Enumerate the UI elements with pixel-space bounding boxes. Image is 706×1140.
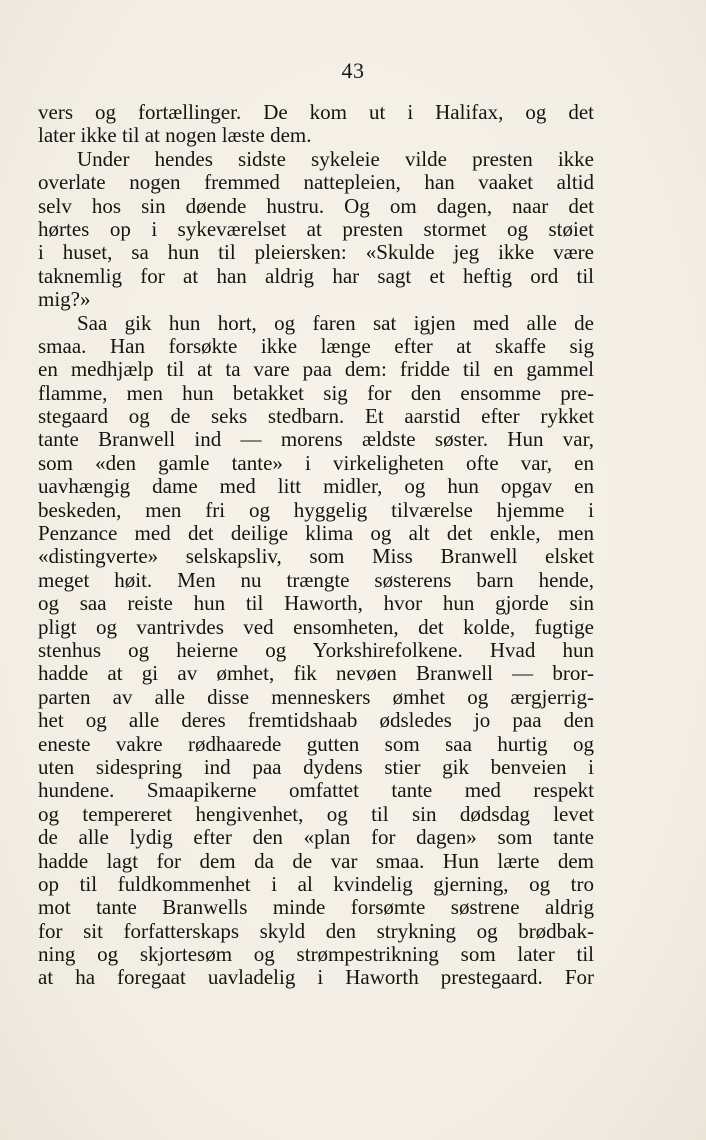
- text-line: tante Branwell ind — morens ældste søster. Hun var,: [38, 427, 594, 452]
- text-line: hørtes op i sykeværelset at presten stormet og støiet: [38, 216, 594, 241]
- text-line: eneste vakre rødhaarede gutten som saa hurtig og: [38, 731, 594, 756]
- text-line: pligt og vantrivdes ved ensomheten, det kolde, fugtige: [38, 614, 594, 639]
- text-line: hadde at gi av ømhet, fik nevøen Branwell — bror-: [38, 661, 594, 686]
- text-line: som «den gamle tante» i virkeligheten ofte var, en: [38, 450, 594, 475]
- text-line: uavhængig dame med litt midler, og hun opgav en: [38, 474, 594, 499]
- text-line: Saa gik hun hort, og faren sat igjen med alle de: [77, 310, 594, 335]
- text-line: parten av alle disse menneskers ømhet og ærgjerrig-: [38, 684, 594, 709]
- text-line: flamme, men hun betakket sig for den ensomme pre-: [38, 380, 594, 405]
- text-line: ning og skjortesøm og strømpestrikning som later til: [38, 942, 594, 967]
- text-line: hadde lagt for dem da de var smaa. Hun lærte dem: [38, 848, 594, 873]
- text-line: taknemlig for at han aldrig har sagt et heftig ord til: [38, 263, 594, 288]
- text-line: stenhus og heierne og Yorkshirefolkene. Hvad hun: [38, 637, 594, 662]
- body-text: [38, 101, 594, 990]
- text-line: for sit forfatterskaps skyld den strykning og brødbak-: [38, 918, 594, 943]
- text-line: het og alle deres fremtidshaab ødsledes jo paa den: [38, 708, 594, 733]
- text-line: vers og fortællinger. De kom ut i Halifax, og det: [38, 100, 594, 124]
- text-line: at ha foregaat uavladelig i Haworth prestegaard. For: [38, 965, 594, 990]
- text-line: overlate nogen fremmed nattepleien, han vaaket altid: [38, 170, 594, 195]
- text-line: mig?»: [38, 287, 91, 312]
- text-line: og tempereret hengivenhet, og til sin dødsdag levet: [38, 801, 594, 826]
- text-line: de alle lydig efter den «plan for dagen» som tante: [38, 825, 594, 850]
- text-line: «distingverte» selskapsliv, som Miss Branwell elsket: [38, 544, 594, 569]
- text-line: og saa reiste hun til Haworth, hvor hun gjorde sin: [38, 591, 594, 616]
- text-line: Penzance med det deilige klima og alt det enkle, men: [38, 521, 594, 546]
- text-line: smaa. Han forsøkte ikke længe efter at skaffe sig: [38, 333, 594, 358]
- text-line: i huset, sa hun til pleiersken: «Skulde jeg ikke være: [38, 240, 594, 265]
- text-line: hundene. Smaapikerne omfattet tante med respekt: [38, 778, 594, 803]
- text-line: later ikke til at nogen læste dem.: [38, 123, 312, 148]
- text-line: uten sidespring ind paa dydens stier gik benveien i: [38, 754, 594, 779]
- text-line: op til fuldkommenhet i al kvindelig gjerning, og tro: [38, 871, 594, 896]
- text-line: selv hos sin døende hustru. Og om dagen, naar det: [38, 193, 594, 218]
- page-number: 43: [341, 58, 365, 83]
- text-line: meget høit. Men nu trængte søsterens barn hende,: [38, 567, 594, 592]
- text-line: en medhjælp til at ta vare paa dem: fridde til en gammel: [38, 357, 594, 382]
- text-line: beskeden, men fri og hyggelig tilværelse hjemme i: [38, 497, 594, 522]
- text-line: stegaard og de seks stedbarn. Et aarstid efter rykket: [38, 404, 594, 429]
- text-line: mot tante Branwells minde forsømte søstrene aldrig: [38, 895, 594, 920]
- text-line: Under hendes sidste sykeleie vilde presten ikke: [77, 146, 594, 171]
